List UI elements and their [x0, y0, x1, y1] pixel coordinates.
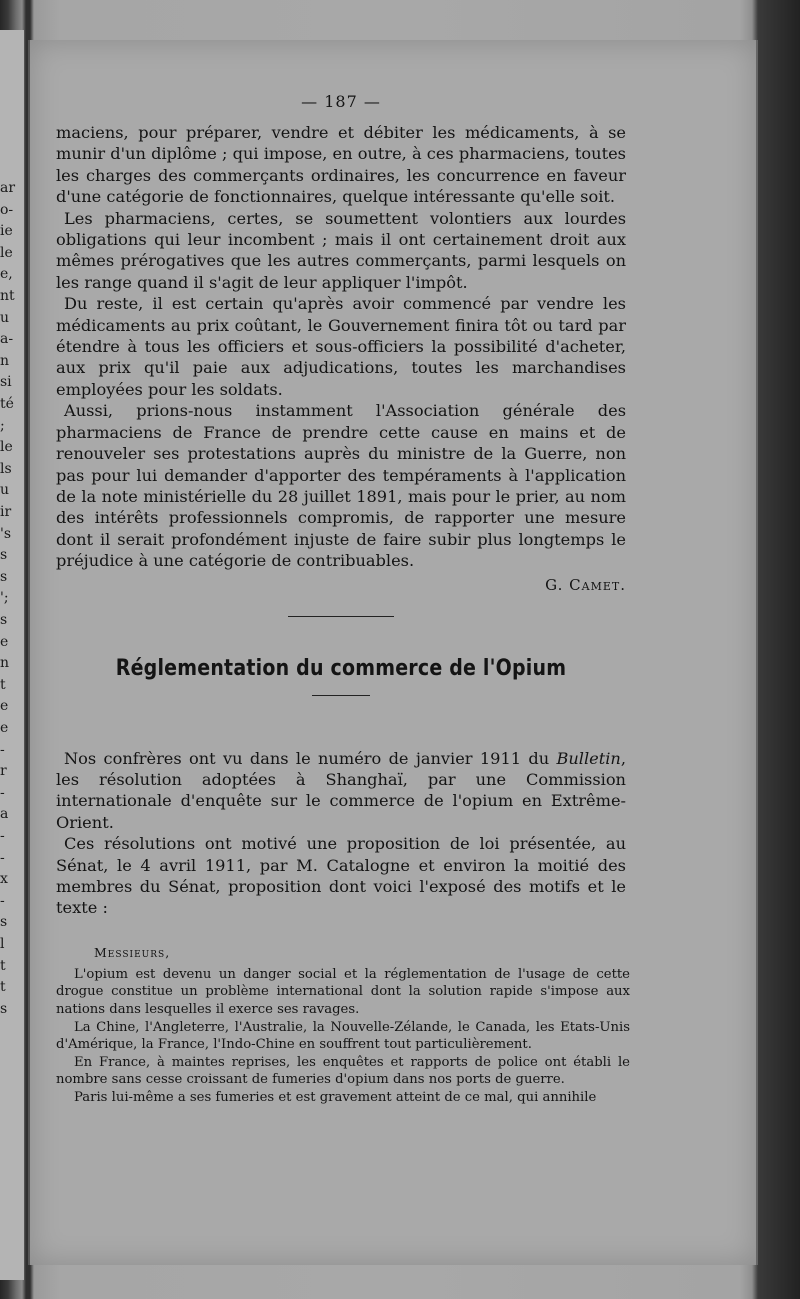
- signature-name: Camet.: [569, 575, 626, 594]
- quoted-paragraph-1: L'opium est devenu un danger social et la réglementation de l'usage de cette drogue constitue un problème international dont la solution rapide s'impose aux nations dans lesquelles il exerce ses ravages.: [56, 966, 630, 1017]
- quoted-text: [56, 966, 630, 1107]
- adjacent-page-fragment: e: [0, 720, 9, 736]
- adjacent-page-fragment: t: [0, 979, 6, 996]
- adjacent-page-fragment: 's: [0, 525, 12, 542]
- paragraph-3: Du reste, il est certain qu'après avoir commencé par vendre les médicaments au prix coûtant, le Gouvernement finira tôt ou tard par étendre à tous les officiers et sous-officiers la possibilité d'acheter, aux prix qu'il paie aux adjudications, toutes les marchandises employées pour les soldats.: [56, 294, 626, 399]
- adjacent-page-fragment: ';: [0, 590, 9, 607]
- paragraph-4: Aussi, prions-nous instamment l'Association générale des pharmaciens de France de prendre cette cause en mains et de renouveler ses protestations auprès du ministre de la Guerre, non pas pour lui demander d'apporter des tempéraments à l'application de la note ministérielle du 28 juillet 1891, mais pour le prier, au nom des intérêts professionnels compromis, de rapporter une mesure dont il serait profondément injuste de faire subir plus longtemps le préjudice à une catégorie de contribuables.: [56, 401, 626, 571]
- page-content: [56, 92, 630, 1107]
- adjacent-page-fragment: t: [0, 676, 6, 693]
- adjacent-page-fragment: r: [0, 763, 7, 780]
- adjacent-page-fragment: ar: [0, 180, 16, 196]
- adjacent-page-fragment: n: [0, 655, 10, 672]
- adjacent-page-fragment: s: [0, 612, 8, 628]
- section-divider: [288, 616, 394, 617]
- article-intro: [56, 748, 626, 834]
- article-intro-end: , les résolution adoptées à Shanghaï, par une Commission internationale d'enquête sur le commerce de l'opium en Extrême-Orient.: [56, 748, 626, 832]
- adjacent-page-fragment: nt: [0, 288, 15, 304]
- adjacent-page-fragment: u: [0, 482, 10, 499]
- adjacent-page-fragment: x: [0, 871, 8, 888]
- adjacent-page-edge: [0, 30, 24, 1280]
- quoted-paragraph-3: En France, à maintes reprises, les enquêtes et rapports de police ont établi le nombre sans cesse croissant de fumeries d'opium dans nos ports de guerre.: [56, 1054, 630, 1088]
- adjacent-page-fragment: -: [0, 741, 5, 758]
- adjacent-page-fragment: le: [0, 244, 13, 261]
- adjacent-page-fragment: e,: [0, 266, 13, 283]
- adjacent-page-fragment: t: [0, 957, 6, 974]
- paragraph-1: maciens, pour préparer, vendre et débiter les médicaments, à se munir d'un diplôme ; qui impose, en outre, à ces pharmaciens, toutes les charges des commerçants ordinaires, les concurrence en faveur d'une catégorie de fonctionnaires, quelque intéressante qu'elle soit.: [56, 123, 626, 207]
- adjacent-page-fragment: u: [0, 309, 10, 326]
- adjacent-page-fragment: e: [0, 698, 9, 715]
- article-title: Réglementation du commerce de l'Opium: [115, 654, 567, 681]
- adjacent-page-fragment: a: [0, 806, 9, 823]
- adjacent-page-fragment: s: [0, 1000, 8, 1017]
- adjacent-page-fragment: té: [0, 396, 14, 412]
- adjacent-page-fragment: n: [0, 352, 10, 369]
- adjacent-page-fragment: o-: [0, 201, 14, 218]
- adjacent-page-fragment: le: [0, 439, 13, 456]
- adjacent-page-fragment: a-: [0, 331, 14, 348]
- adjacent-page-fragment: si: [0, 374, 12, 391]
- salutation: Messieurs,: [94, 944, 171, 960]
- adjacent-page-fragment: s: [0, 914, 8, 931]
- adjacent-page-fragment: ;: [0, 417, 5, 434]
- adjacent-page-fragment: e: [0, 633, 9, 650]
- adjacent-page-fragment: -: [0, 784, 5, 801]
- article-intro-start: Nos confrères ont vu dans le numéro de janvier 1911 du: [64, 748, 557, 768]
- adjacent-page-fragment: ls: [0, 460, 12, 477]
- signature-initial: G.: [545, 575, 564, 594]
- adjacent-page-fragment: ie: [0, 223, 13, 240]
- page-number: — 187 —: [301, 92, 381, 111]
- quoted-paragraph-4: Paris lui-même a ses fumeries et est gravement atteint de ce mal, qui annihile: [74, 1089, 597, 1105]
- quoted-paragraph-2: La Chine, l'Angleterre, l'Australie, la Nouvelle-Zélande, le Canada, les Etats-Unis d'Amérique, la France, l'Indo-Chine en souffrent tout particulièrement.: [56, 1019, 630, 1053]
- signature: [56, 576, 626, 594]
- article-paragraph-2: Ces résolutions ont motivé une proposition de loi présentée, au Sénat, le 4 avril 1911, par M. Catalogne et environ la moitié des membres du Sénat, proposition dont voici l'exposé des motifs et le texte :: [56, 834, 626, 918]
- adjacent-page-fragment: -: [0, 849, 5, 866]
- page: [28, 40, 758, 1265]
- bulletin-title: Bulletin: [556, 748, 621, 768]
- adjacent-page-fragment: s: [0, 547, 8, 564]
- adjacent-page-fragment: -: [0, 828, 5, 844]
- adjacent-page-fragment: ir: [0, 504, 12, 520]
- adjacent-page-fragment: s: [0, 568, 8, 585]
- paragraph-2: Les pharmaciens, certes, se soumettent volontiers aux lourdes obligations qui leur incombent ; mais il ont certainement droit aux mêmes prérogatives que les autres commerçants, parmi lesquels on les range quand il s'agit de leur appliquer l'impôt.: [56, 208, 626, 292]
- adjacent-page-fragment: l: [0, 936, 5, 952]
- adjacent-page-fragment: -: [0, 892, 5, 909]
